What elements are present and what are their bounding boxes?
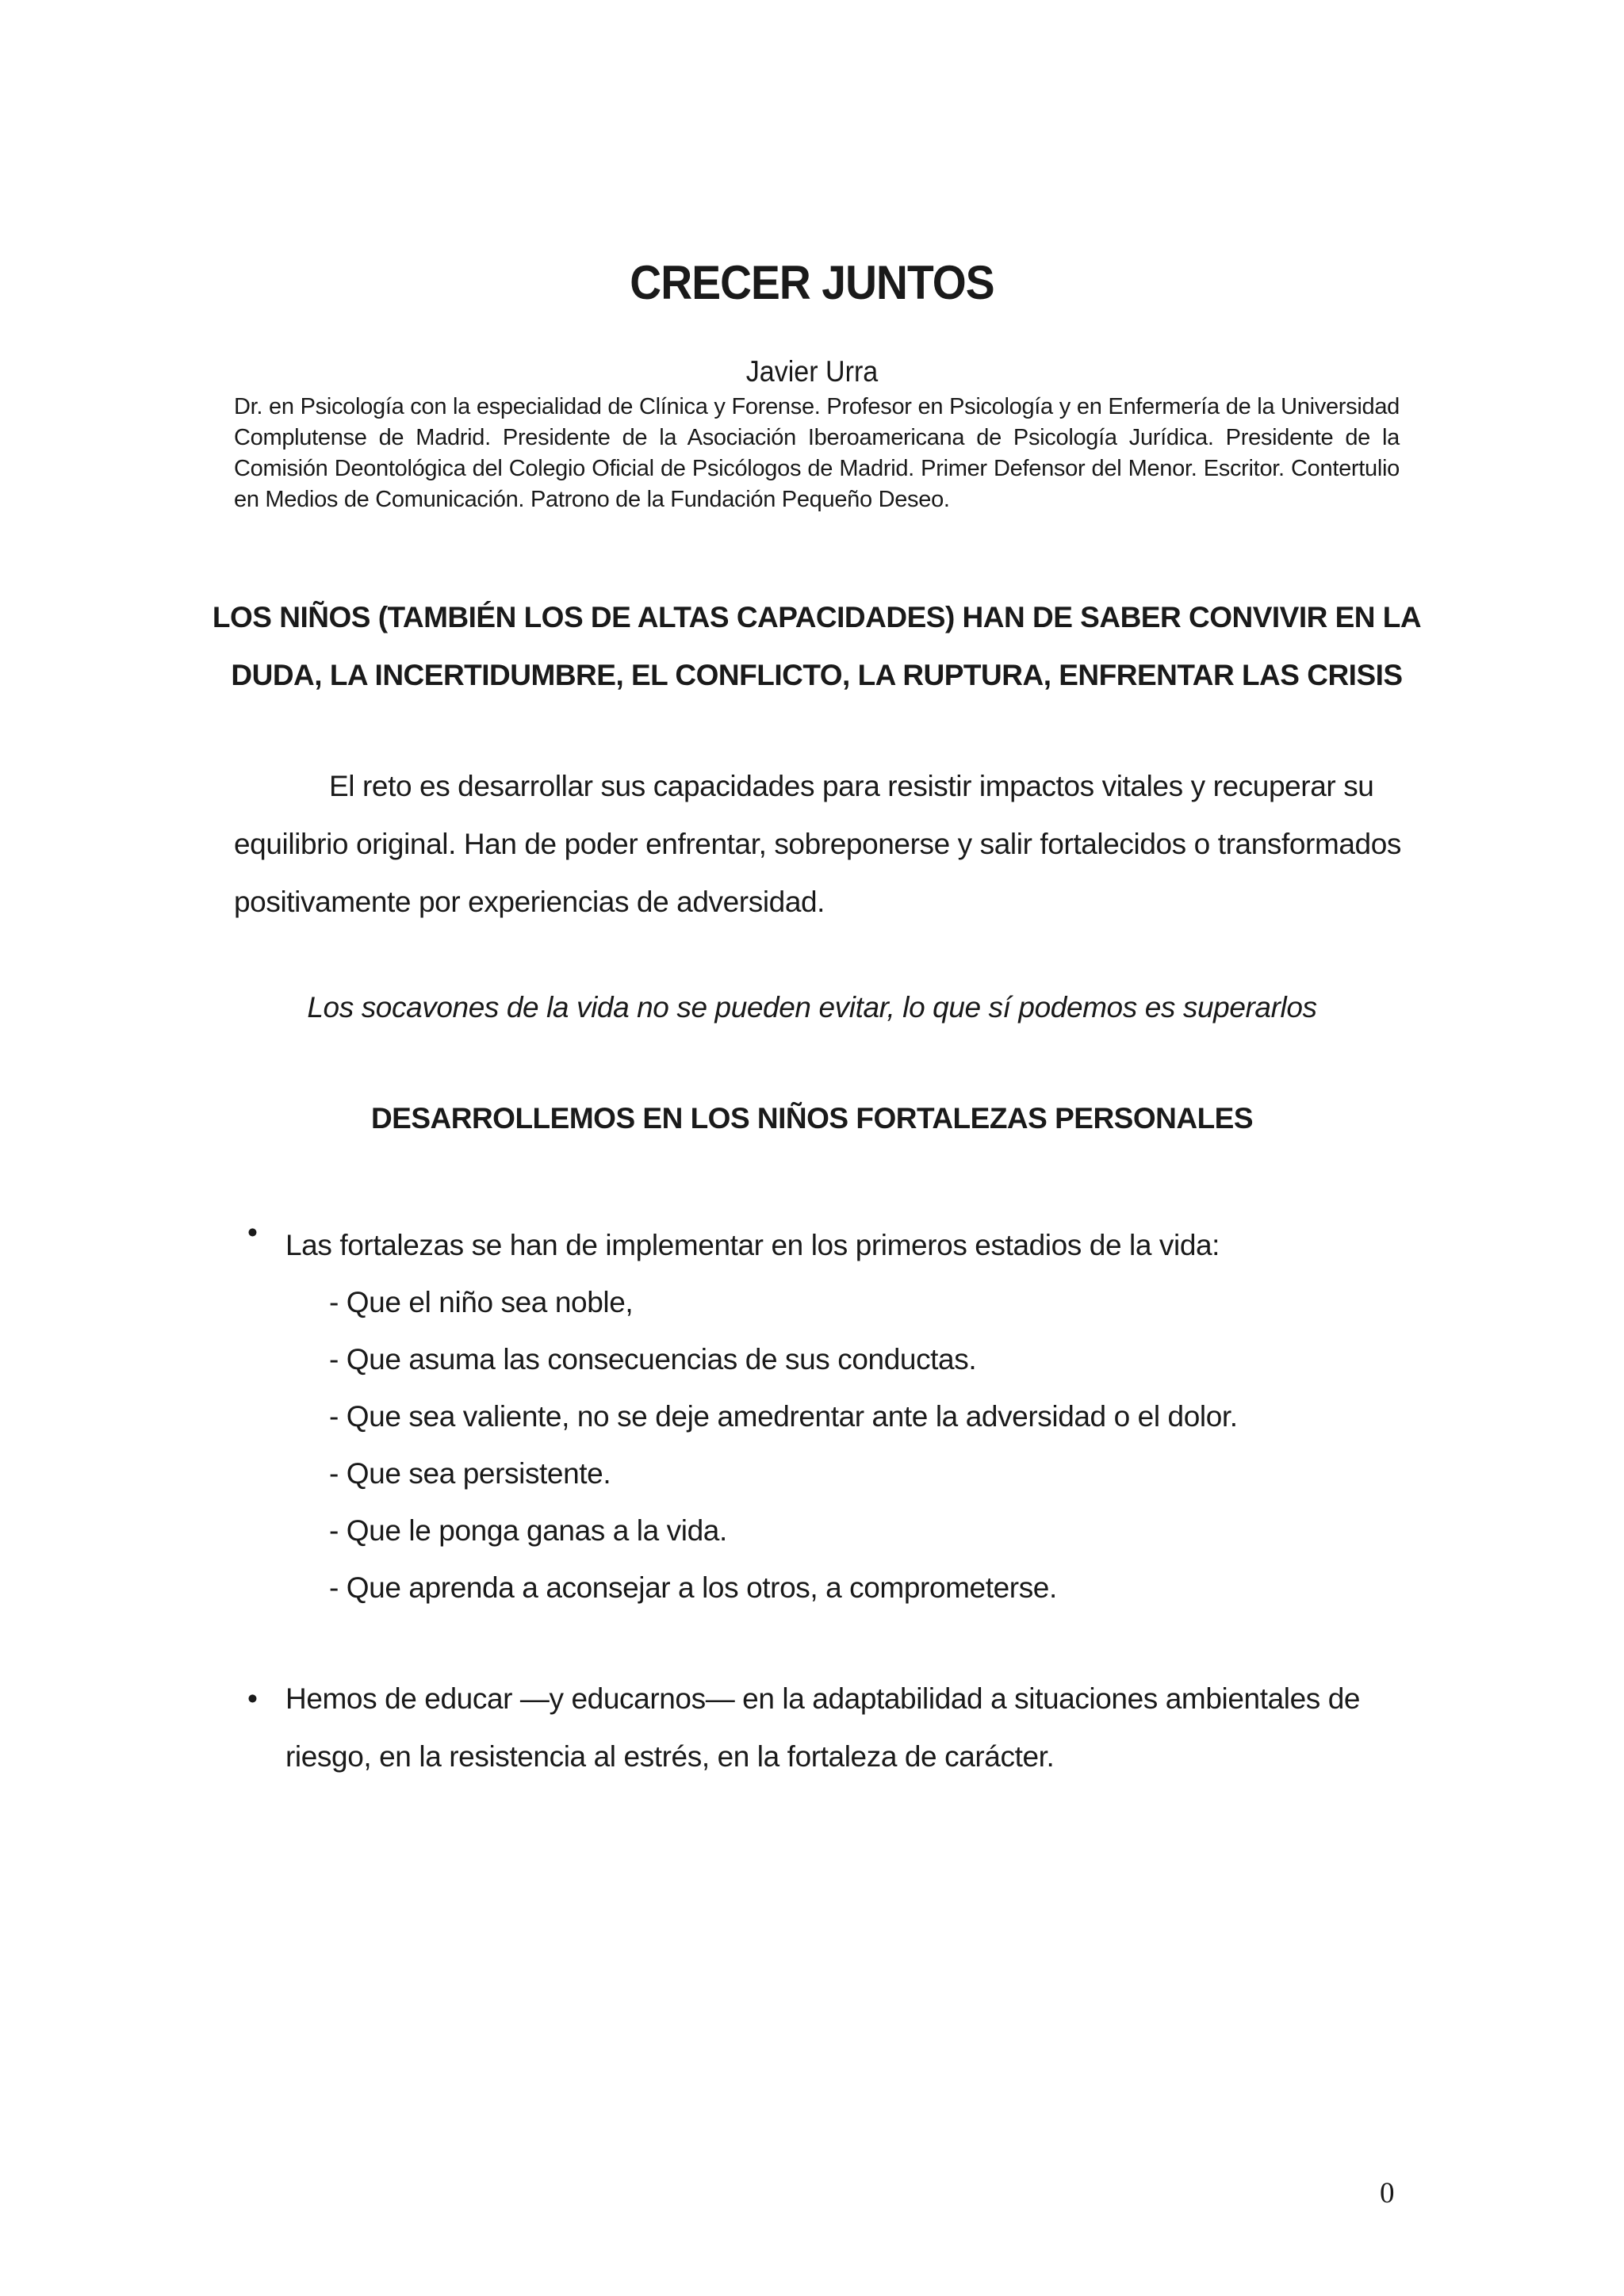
intro-paragraph-text: El reto es desarrollar sus capacidades para resistir impactos vitales y recuperar su equilibrio original. Han de poder enfrentar, sobreponerse y salir fortalecidos o transformados positivamente por experiencias de adversidad.: [234, 770, 1402, 918]
bullet-icon: •: [247, 1682, 258, 1715]
italic-quote: Los socavones de la vida no se pueden evitar, lo que sí podemos es superarlos: [307, 991, 1317, 1024]
section-heading-1-line-1: LOS NIÑOS (TAMBIÉN LOS DE ALTAS CAPACIDADES) HAN DE SABER CONVIVIR EN LA: [212, 601, 1422, 633]
list-item: [247, 1670, 1427, 1785]
section-heading-2: DESARROLLEMOS EN LOS NIÑOS FORTALEZAS PERSONALES: [370, 1102, 1254, 1135]
sub-item: - Que le ponga ganas a la vida.: [329, 1514, 727, 1547]
document-title: CRECER JUNTOS: [630, 256, 994, 309]
bullet-2-text: Hemos de educar —y educarnos— en la adaptabilidad a situaciones ambientales de riesgo, en la resistencia al estrés, en la fortaleza de carácter.: [285, 1682, 1361, 1773]
sub-item: - Que asuma las consecuencias de sus conductas.: [329, 1343, 977, 1376]
list-item: [247, 1216, 1427, 1617]
author-name: Javier Urra: [745, 355, 879, 388]
bullet-icon: •: [247, 1216, 258, 1249]
sub-item: - Que sea persistente.: [329, 1457, 611, 1490]
section-heading-1-line-2: DUDA, LA INCERTIDUMBRE, EL CONFLICTO, LA RUPTURA, ENFRENTAR LAS CRISIS: [231, 659, 1403, 691]
sub-item: - Que aprenda a aconsejar a los otros, a comprometerse.: [329, 1571, 1057, 1604]
bullet-1-text: Las fortalezas se han de implementar en los primeros estadios de la vida:: [285, 1229, 1220, 1261]
sub-item: - Que sea valiente, no se deje amedrentar ante la adversidad o el dolor.: [329, 1400, 1238, 1433]
page-number: 0: [1380, 2177, 1395, 2210]
author-bio: Dr. en Psicología con la especialidad de Clínica y Forense. Profesor en Psicología y en Enfermería de la Universidad Complutense de Madrid. Presidente de la Asociación Iberoamericana de Psicología Jurídica. Presidente de la Comisión Deontológica del Colegio Oficial de Psicólogos de Madrid. Primer Defensor del Menor. Escritor. Contertulio en Medios de Comunicación. Patrono de la Fundación Pequeño Deseo.: [234, 394, 1400, 512]
sub-item: - Que el niño sea noble,: [329, 1286, 634, 1318]
intro-paragraph: [234, 757, 1423, 931]
bullet-list: [247, 1216, 1427, 1617]
section-heading-1: [206, 588, 1427, 704]
